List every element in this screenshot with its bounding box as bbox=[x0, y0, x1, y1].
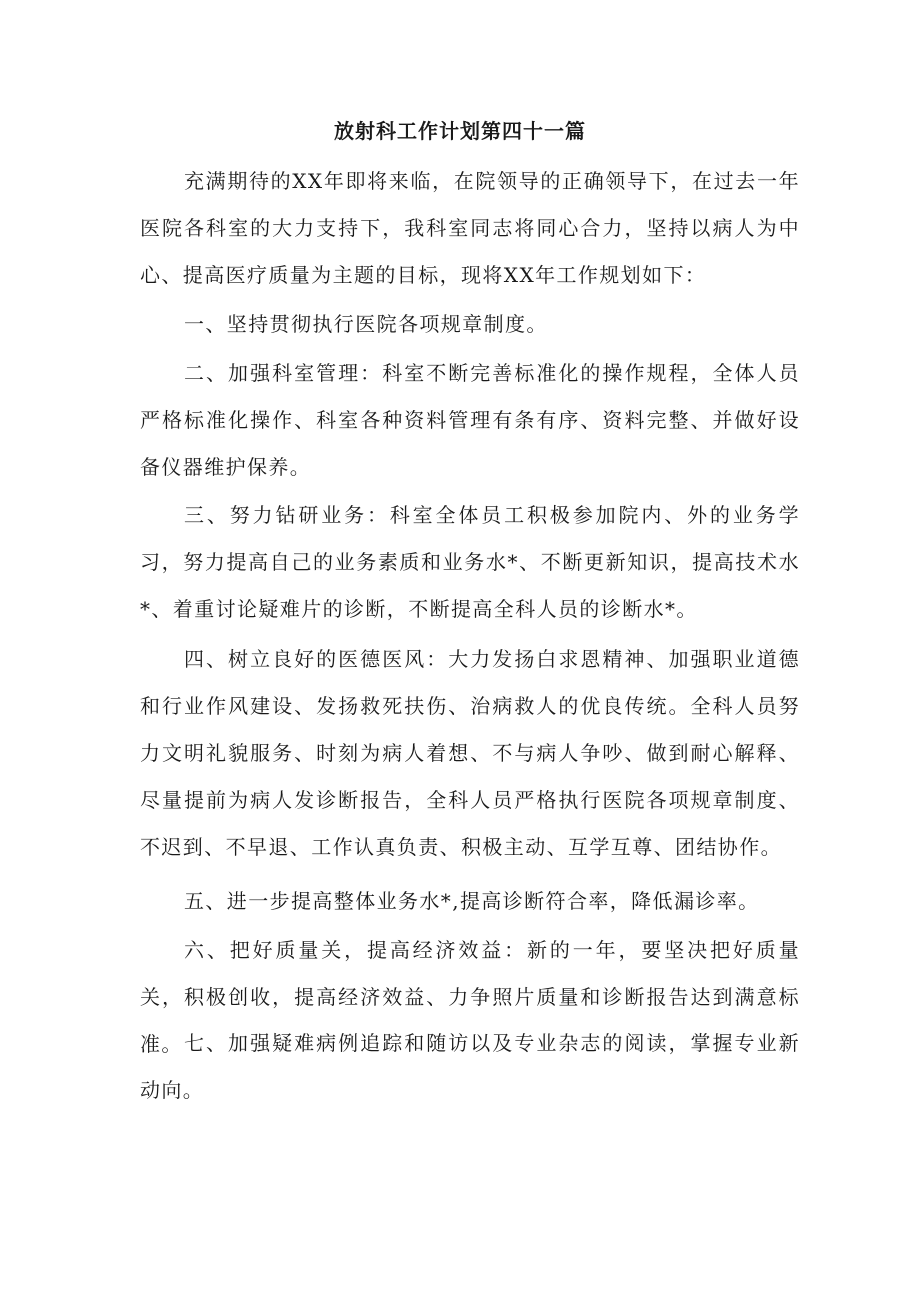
paragraph-item-3: 三、努力钻研业务：科室全体员工积极参加院内、外的业务学习，努力提高自己的业务素质和业务水*、不断更新知识，提高技术水*、着重讨论疑难片的诊断，不断提高全科人员的诊断水*。 bbox=[140, 503, 800, 621]
document-title: 放射科工作计划第四十一篇 bbox=[334, 119, 586, 143]
paragraph-item-2: 二、加强科室管理：科室不断完善标准化的操作规程，全体人员严格标准化操作、科室各种资料管理有条有序、资料完整、并做好设备仪器维护保养。 bbox=[140, 361, 800, 479]
paragraph-item-6: 六、把好质量关，提高经济效益：新的一年，要坚决把好质量关，积极创收，提高经济效益、力争照片质量和诊断报告达到满意标准。 bbox=[140, 938, 800, 1056]
paragraph-intro: 充满期待的XX年即将来临，在院领导的正确领导下，在过去一年医院各科室的大力支持下，我科室同志将同心合力，坚持以病人为中心、提高医疗质量为主题的目标，现将XX年工作规划如下： bbox=[140, 169, 800, 287]
paragraph-item-1: 一、坚持贯彻执行医院各项规章制度。 bbox=[184, 312, 548, 336]
paragraph-item-5: 五、进一步提高整体业务水*,提高诊断符合率，降低漏诊率。 bbox=[184, 889, 760, 913]
paragraph-item-4: 四、树立良好的医德医风：大力发扬白求恩精神、加强职业道德和行业作风建设、发扬救死扶伤、治病救人的优良传统。全科人员努力文明礼貌服务、时刻为病人着想、不与病人争吵、做到耐心解释、尽量提前为病人发诊断报告，全科人员严格执行医院各项规章制度、不迟到、不早退、工作认真负责、积极主动、互学互尊、团结协作。 bbox=[140, 647, 800, 859]
paragraph-item-7: 七、加强疑难病例追踪和随访以及专业杂志的阅读，掌握专业新动向。 bbox=[140, 1031, 800, 1102]
